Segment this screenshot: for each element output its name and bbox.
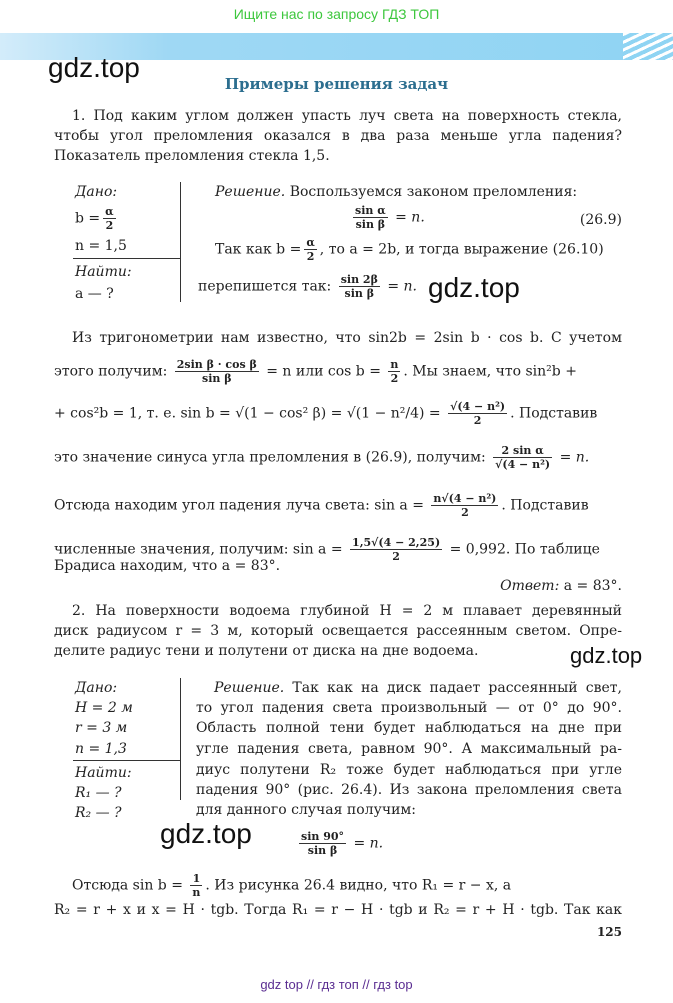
given-item: r = 3 м: [75, 720, 128, 736]
solution-line: Решение. Так как на диск падает рассеянный свет,: [214, 680, 623, 696]
problem1-line3: Показатель преломления стекла 1,5.: [54, 148, 330, 164]
given-label: Дано:: [75, 680, 118, 696]
given-find-divider: [73, 258, 180, 259]
solution-line: Решение. Воспользуемся законом преломления:: [215, 184, 578, 200]
solution-line: угле падения света, равном 90°. А максимальный ра-: [196, 741, 622, 757]
search-hint-link[interactable]: Ищите нас по запросу ГДЗ ТОП: [233, 6, 440, 22]
find-item: R₁ — ?: [75, 785, 122, 801]
problem1-line1: 1. Под каким углом должен упасть луч света на поверхность стекла,: [72, 108, 622, 124]
solution-line: перепишется так: $\frac{\sin 2\beta}{\text{sin β}}$ = n.: [198, 273, 417, 300]
given-item: n = 1,5: [75, 238, 127, 254]
given-item: n = 1,3: [75, 741, 127, 757]
given-label: Дано:: [75, 184, 118, 200]
given-divider: [180, 182, 181, 302]
watermark: gdz.top: [428, 272, 520, 303]
watermark: gdz.top: [570, 643, 643, 668]
find-label: Найти:: [75, 264, 132, 280]
fraction: $\frac{\alpha}{2}$: [105, 205, 114, 232]
find-item: R₂ — ?: [75, 805, 122, 821]
solution-line: Область полной тени будет наблюдаться на дне при: [196, 720, 622, 736]
given-divider: [180, 678, 181, 800]
answer: Ответ: a = 83°.: [500, 578, 622, 594]
body-line: R₂ = r + x и x = H · tgb. Тогда R₁ = r − H · tgb и R₂ = r + H · tgb. Так как: [54, 902, 622, 918]
given-item: b = $\frac{\alpha}{2}$: [75, 205, 114, 232]
body-line: + cos²b = 1, т. е. sin b = √(1 − cos² β) = √(1 − n²/4) = $\frac{\text{√(4 − n²)}}{2}$ . Подставив: [54, 400, 598, 427]
solution-line: то угол падения света произвольный — от 0° до 90°.: [196, 700, 622, 716]
find-label: Найти:: [75, 765, 132, 781]
problem2-line3: делите радиус тени и полутени от диска на дне водоема.: [54, 643, 479, 659]
body-line: численные значения, получим: sin a = $\frac{1,5√(4 - 2,25)}{2}$ = 0,992. По таблице: [54, 536, 600, 563]
page-number: 125: [596, 925, 622, 939]
body-line: Отсюда находим угол падения луча света: sin a = $\frac{\text{n√(4 − n²)}}{2}$ . Подставив: [54, 492, 589, 519]
equation-number: (26.9): [579, 212, 622, 228]
solution-line: падения 90° (рис. 26.4). Из закона преломления света: [196, 782, 622, 798]
watermark: gdz.top: [48, 52, 140, 83]
footer-links[interactable]: gdz top // гдз топ // гдз top: [260, 977, 413, 992]
given-item: H = 2 м: [75, 700, 133, 716]
watermark: gdz.top: [160, 818, 252, 849]
problem2-line2: диск радиусом r = 3 м, который освещается рассеянным светом. Опре-: [54, 623, 622, 639]
body-line: Отсюда sin b = $\frac{1}{n}$ . Из рисунка 26.4 видно, что R₁ = r − x, а: [72, 872, 512, 899]
section-title: Примеры решения задач: [224, 75, 449, 93]
problem1-line2: чтобы угол преломления оказался в два раза меньше угла падения?: [54, 128, 622, 144]
body-line: Брадиса находим, что a = 83°.: [54, 558, 281, 574]
formula-26-9: $\frac{\text{sin α}}{\text{sin β}}$ = n.: [355, 204, 425, 231]
solution-line: для данного случая получим:: [196, 802, 417, 818]
given-find-divider: [73, 760, 180, 761]
body-line: это значение синуса угла преломления в (26.9), получим: $\frac{\text{2 sin α}}{\text{√(4 − n²)}}$ = n.: [54, 444, 590, 471]
solution-line: диус полутени R₂ тоже будет наблюдаться при угле: [196, 762, 622, 778]
formula: $\frac{\sin 90^\circ}{\text{sin β}}$ = n.: [301, 830, 384, 857]
solution-line: Так как b = $\frac{\alpha}{2}$ , то a = 2b, и тогда выражение (26.10): [215, 236, 604, 263]
body-line: Из тригонометрии нам известно, что sin2b = 2sin b · cos b. С учетом: [72, 330, 622, 346]
banner-stripes: [623, 33, 673, 60]
find-item: a — ?: [75, 286, 114, 302]
body-line: этого получим: $\frac{\text{2sin β · cos β}}{\text{sin β}}$ = n или cos b = $\frac{n}{2}$ . Мы знаем, что sin²b +: [54, 358, 577, 385]
problem2-line1: 2. На поверхности водоема глубиной H = 2 м плавает деревянный: [72, 603, 622, 619]
